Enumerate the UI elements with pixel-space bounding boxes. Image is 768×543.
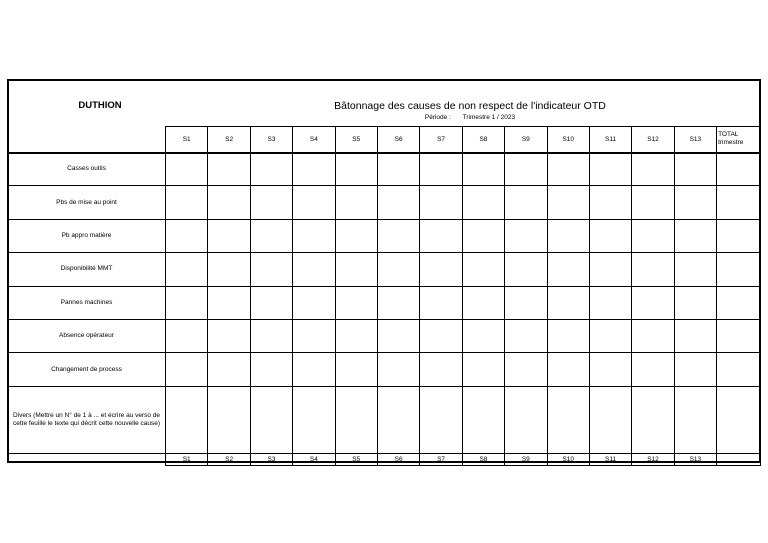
tally-cell	[674, 219, 716, 252]
tally-cell	[166, 353, 208, 386]
week-footer-row	[8, 453, 761, 465]
cause-row	[8, 353, 761, 386]
cause-row	[8, 386, 761, 453]
tally-cell	[420, 153, 462, 186]
tally-cell	[547, 186, 589, 219]
week-header-cell: S8	[462, 127, 504, 153]
cause-row	[8, 186, 761, 219]
tally-cell	[250, 153, 292, 186]
cause-row	[8, 253, 761, 286]
week-header-cell: S2	[208, 127, 250, 153]
week-footer-cell: S4	[293, 453, 335, 465]
tally-cell	[166, 186, 208, 219]
total-cell	[717, 186, 761, 219]
tally-cell	[208, 186, 250, 219]
tally-cell	[589, 186, 631, 219]
tally-cell	[293, 186, 335, 219]
tally-cell	[589, 286, 631, 319]
tally-cell	[674, 153, 716, 186]
week-footer-cell: S10	[547, 453, 589, 465]
tally-cell	[505, 353, 547, 386]
cause-label: Divers (Mettre un N° de 1 à ... et écrire au verso de cette feuille le texte qui décrit cette nouvelle cause)	[8, 386, 166, 453]
tally-cell	[250, 386, 292, 453]
tally-cell	[377, 253, 419, 286]
footer-blank	[8, 453, 166, 465]
cause-row	[8, 286, 761, 319]
tally-cell	[335, 153, 377, 186]
tally-cell	[377, 386, 419, 453]
tally-cell	[208, 319, 250, 352]
tally-cell	[505, 319, 547, 352]
tally-cell	[208, 386, 250, 453]
week-header-cell: S11	[589, 127, 631, 153]
tally-cell	[505, 219, 547, 252]
tally-cell	[208, 253, 250, 286]
tally-cell	[250, 319, 292, 352]
tally-cell	[462, 386, 504, 453]
tally-cell	[547, 286, 589, 319]
period-label: Période :	[424, 114, 451, 121]
week-header-cell: S12	[632, 127, 674, 153]
tally-cell	[589, 386, 631, 453]
tally-cell	[293, 353, 335, 386]
tally-cell	[505, 186, 547, 219]
period-value: Trimestre 1 / 2023	[462, 114, 516, 121]
tally-cell	[250, 286, 292, 319]
tally-cell	[293, 219, 335, 252]
tally-cell	[377, 319, 419, 352]
tally-cell	[335, 219, 377, 252]
total-header-cell: TOTAL trimestre	[717, 127, 761, 153]
week-footer-cell: S11	[589, 453, 631, 465]
week-header-cell: S3	[250, 127, 292, 153]
tally-cell	[547, 319, 589, 352]
tally-cell	[632, 319, 674, 352]
tally-cell	[166, 386, 208, 453]
tally-cell	[632, 253, 674, 286]
cause-label: Absence opérateur	[8, 319, 166, 352]
tally-cell	[547, 353, 589, 386]
tally-cell	[250, 253, 292, 286]
cause-label: Casses outils	[8, 153, 166, 186]
tally-cell	[674, 386, 716, 453]
week-footer-cell: S12	[632, 453, 674, 465]
tally-cell	[505, 386, 547, 453]
tally-cell	[547, 153, 589, 186]
tally-cell	[335, 319, 377, 352]
tally-cell	[208, 353, 250, 386]
tally-cell	[293, 253, 335, 286]
total-cell	[717, 319, 761, 352]
corner-cell	[8, 127, 166, 153]
tally-cell	[462, 319, 504, 352]
tally-cell	[589, 253, 631, 286]
week-header-cell: S9	[505, 127, 547, 153]
tally-cell	[547, 253, 589, 286]
week-header-cell: S7	[420, 127, 462, 153]
tally-cell	[166, 319, 208, 352]
footer-total-cell	[717, 453, 761, 465]
tally-cell	[208, 153, 250, 186]
tally-cell	[250, 353, 292, 386]
tally-cell	[377, 186, 419, 219]
tally-cell	[335, 186, 377, 219]
cause-row	[8, 153, 761, 186]
tally-cell	[674, 353, 716, 386]
week-header-cell: S1	[166, 127, 208, 153]
tally-cell	[208, 219, 250, 252]
tally-cell	[589, 153, 631, 186]
week-header-cell: S13	[674, 127, 716, 153]
cause-label: Changement de process	[8, 353, 166, 386]
tally-cell	[632, 153, 674, 186]
total-cell	[717, 153, 761, 186]
tally-cell	[420, 353, 462, 386]
tally-cell	[462, 286, 504, 319]
week-footer-cell: S6	[377, 453, 419, 465]
tally-cell	[674, 286, 716, 319]
tally-cell	[166, 219, 208, 252]
cause-label: Disponibilité MMT	[8, 253, 166, 286]
tally-cell	[462, 353, 504, 386]
tally-cell	[547, 219, 589, 252]
tally-cell	[250, 186, 292, 219]
week-footer-cell: S8	[462, 453, 504, 465]
tally-cell	[674, 186, 716, 219]
tally-table	[7, 126, 761, 466]
week-footer-cell: S3	[250, 453, 292, 465]
tally-cell	[293, 153, 335, 186]
tally-cell	[377, 153, 419, 186]
tally-cell	[377, 353, 419, 386]
week-footer-cell: S7	[420, 453, 462, 465]
tally-cell	[335, 253, 377, 286]
tally-cell	[632, 386, 674, 453]
tally-cell	[166, 286, 208, 319]
week-footer-cell: S5	[335, 453, 377, 465]
tally-cell	[462, 219, 504, 252]
tally-cell	[505, 253, 547, 286]
week-header-row	[8, 127, 761, 153]
tally-cell	[505, 153, 547, 186]
total-cell	[717, 353, 761, 386]
tally-cell	[632, 286, 674, 319]
cause-label: Pb appro matière	[8, 219, 166, 252]
tally-cell	[166, 153, 208, 186]
tally-cell	[335, 353, 377, 386]
week-header-cell: S6	[377, 127, 419, 153]
tally-cell	[208, 286, 250, 319]
tally-cell	[377, 286, 419, 319]
cause-row	[8, 219, 761, 252]
tally-cell	[293, 386, 335, 453]
sheet-title: Bâtonnage des causes de non respect de l'indicateur OTD	[334, 100, 606, 112]
total-cell	[717, 219, 761, 252]
total-cell	[717, 253, 761, 286]
tally-cell	[420, 286, 462, 319]
tally-cell	[377, 219, 419, 252]
tally-cell	[335, 286, 377, 319]
tally-cell	[420, 186, 462, 219]
tally-cell	[589, 353, 631, 386]
week-footer-cell: S1	[166, 453, 208, 465]
week-footer-cell: S9	[505, 453, 547, 465]
week-header-cell: S5	[335, 127, 377, 153]
company-name: DUTHION	[78, 100, 122, 111]
total-cell	[717, 286, 761, 319]
cause-row	[8, 319, 761, 352]
tally-cell	[420, 219, 462, 252]
tally-cell	[632, 219, 674, 252]
tally-cell	[293, 286, 335, 319]
tally-cell	[462, 186, 504, 219]
tally-cell	[674, 319, 716, 352]
tally-cell	[420, 253, 462, 286]
period-line	[330, 114, 610, 121]
cause-label: Pbs de mise au point	[8, 186, 166, 219]
week-footer-cell: S13	[674, 453, 716, 465]
tally-cell	[589, 319, 631, 352]
week-header-cell: S10	[547, 127, 589, 153]
total-cell	[717, 386, 761, 453]
week-footer-cell: S2	[208, 453, 250, 465]
tally-cell	[462, 253, 504, 286]
tally-cell	[505, 286, 547, 319]
week-header-cell: S4	[293, 127, 335, 153]
tally-cell	[632, 186, 674, 219]
tally-cell	[420, 386, 462, 453]
tally-cell	[250, 219, 292, 252]
tally-cell	[632, 353, 674, 386]
tally-cell	[166, 253, 208, 286]
cause-label: Pannes machines	[8, 286, 166, 319]
tally-cell	[420, 319, 462, 352]
tally-cell	[462, 153, 504, 186]
tally-cell	[335, 386, 377, 453]
tally-cell	[674, 253, 716, 286]
tally-cell	[589, 219, 631, 252]
tally-cell	[547, 386, 589, 453]
tally-cell	[293, 319, 335, 352]
